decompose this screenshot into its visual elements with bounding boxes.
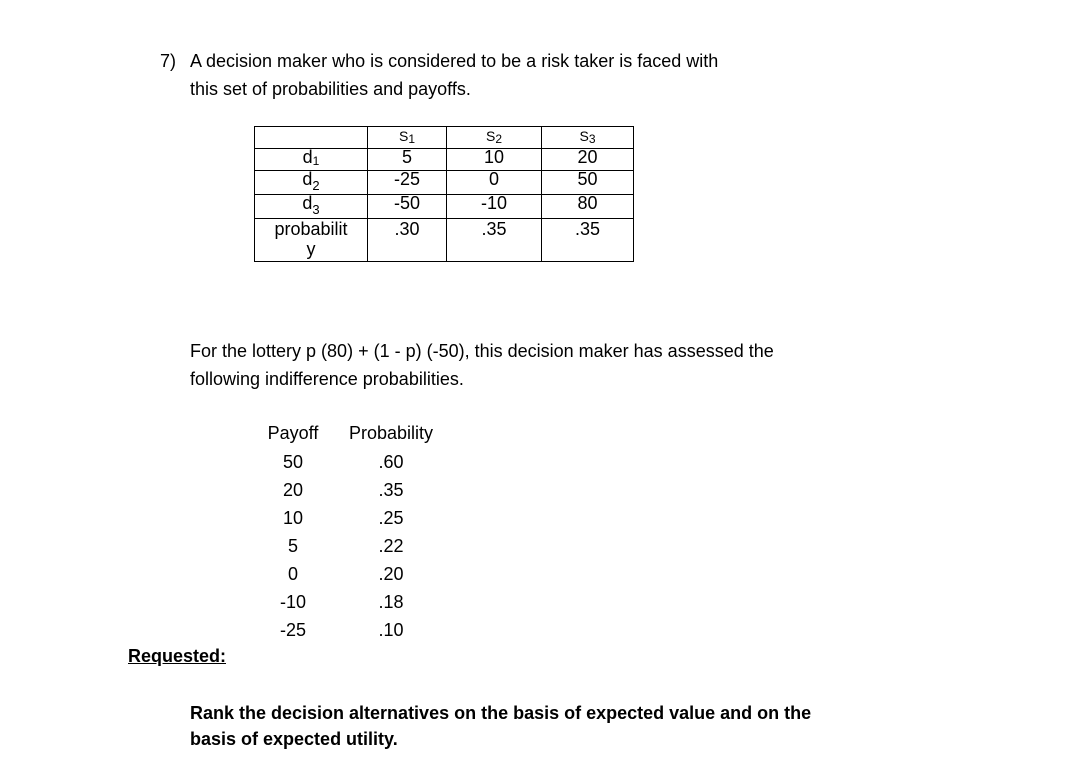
question-text-line-1: A decision maker who is considered to be a risk taker is faced with <box>190 51 719 71</box>
decision-label-d2: $d_2$ <box>255 171 368 195</box>
question-text-line-2: this set of probabilities and payoffs. <box>190 79 471 99</box>
state-header-1 <box>368 127 447 149</box>
table-cell: .35 <box>542 219 634 262</box>
table-cell: -25 <box>368 171 447 195</box>
probability-column-header: Probability <box>348 423 434 443</box>
payoff-value: 50 <box>282 452 304 472</box>
probability-value: .10 <box>378 620 404 640</box>
probability-value: .60 <box>378 452 404 472</box>
state-header-subscript: 1 <box>408 132 416 146</box>
payoff-column-header: Payoff <box>267 423 319 443</box>
probability-value: .20 <box>378 564 404 584</box>
state-header-label: S <box>485 128 496 144</box>
table-cell: -10 <box>447 195 542 219</box>
state-header-label: S <box>579 128 589 144</box>
state-header-label: S <box>398 128 409 144</box>
table-cell: .35 <box>447 219 542 262</box>
table-row-d1 <box>255 149 634 171</box>
state-header-3 <box>542 127 634 149</box>
table-row-probability <box>255 219 634 262</box>
table-cell: 5 <box>368 149 447 171</box>
payoff-value: 20 <box>282 480 304 500</box>
table-cell: 0 <box>447 171 542 195</box>
payoff-value: 10 <box>282 508 304 528</box>
question-number: 7) <box>160 51 177 71</box>
requested-heading: Requested: <box>128 646 227 666</box>
payoff-value: 5 <box>287 536 298 556</box>
probability-value: .18 <box>378 592 404 612</box>
payoff-value: -25 <box>279 620 306 640</box>
payoff-table-header-row <box>255 127 634 149</box>
state-header-subscript: 2 <box>495 132 503 146</box>
table-cell: 80 <box>542 195 634 219</box>
lottery-text-line-1: For the lottery p (80) + (1 - p) (-50), this decision maker has assessed the <box>190 341 774 361</box>
table-cell: .30 <box>368 219 447 262</box>
probability-value: .35 <box>378 480 404 500</box>
payoff-value: -10 <box>279 592 306 612</box>
requested-text-line-1: Rank the decision alternatives on the basis of expected value and on the <box>190 703 812 723</box>
probability-label-line-2: y <box>306 239 316 259</box>
table-cell: 20 <box>542 149 634 171</box>
probability-label <box>255 219 368 262</box>
state-header-2 <box>447 127 542 149</box>
payoff-table <box>254 126 634 262</box>
state-header-subscript: 3 <box>588 132 596 146</box>
payoff-value: 0 <box>287 564 298 584</box>
decision-label-d3: $d_3$ <box>255 195 368 219</box>
table-cell: 50 <box>542 171 634 195</box>
probability-value: .22 <box>378 536 404 556</box>
table-cell: 10 <box>447 149 542 171</box>
probability-label-line-1: probabilit <box>274 219 348 239</box>
requested-text-line-2: basis of expected utility. <box>190 729 398 749</box>
lottery-text-line-2: following indifference probabilities. <box>190 369 464 389</box>
decision-label-d1: $d_1$ <box>255 149 368 171</box>
probability-value: .25 <box>378 508 404 528</box>
payoff-table-corner <box>255 127 368 149</box>
table-row-d3 <box>255 195 634 219</box>
table-row-d2 <box>255 171 634 195</box>
table-cell: -50 <box>368 195 447 219</box>
